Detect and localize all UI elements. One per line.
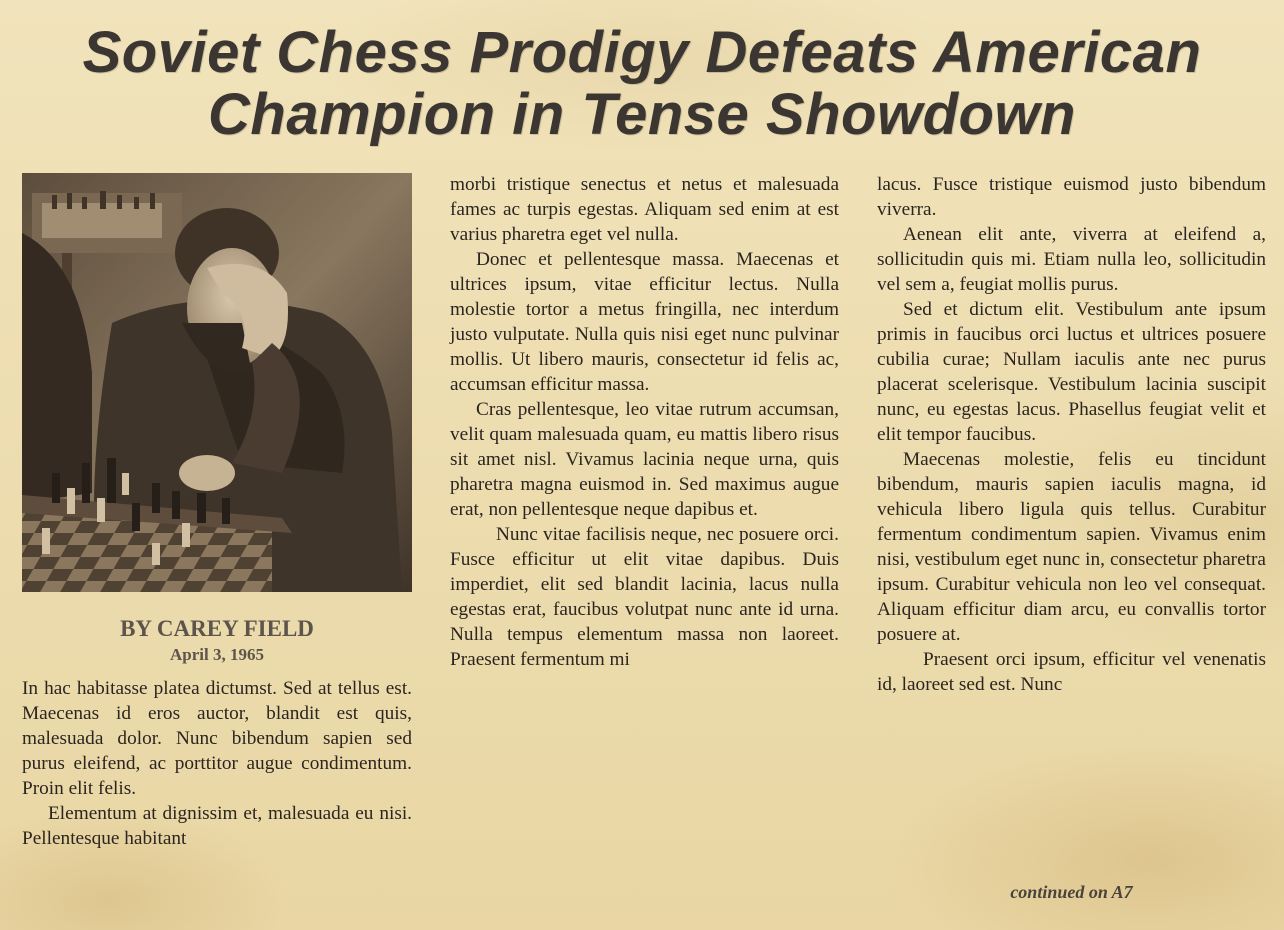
paragraph: In hac habitasse platea dictumst. Sed at tellus est. Maecenas id eros auctor, blandit est quis, malesuada dolor. Nunc bibendum sapien sed purus eleifend, ac porttitor augue condimentum. Proin elit felis. [22, 678, 412, 799]
article-column-3 [877, 172, 1266, 697]
headline-line-1: Soviet Chess Prodigy Defeats American [82, 20, 1202, 85]
paragraph: Maecenas molestie, felis eu tincidunt bibendum, mauris sapien iaculis magna, id vehicula libero ligula quis tellus. Curabitur fermentum condimentum sapien. Vivamus enim nisi, vestibulum eget nunc in, consectetur pharetra ipsum. Curabitur vehicula non leo vel consequat. Aliquam efficitur diam arcu, eu convallis tortor posuere at. [877, 449, 1266, 645]
paragraph: Cras pellentesque, leo vitae rutrum accumsan, velit quam malesuada quam, eu mattis libero risus sit amet nisl. Vivamus lacinia neque urna, quis pharetra magna euismod in. Sed maximus augue erat, non pellentesque neque dapibus et. [450, 399, 839, 520]
article-column-1 [22, 676, 412, 851]
paragraph: Praesent orci ipsum, efficitur vel venenatis id, laoreet sed est. Nunc [877, 649, 1266, 695]
paragraph: Donec et pellentesque massa. Maecenas et ultrices ipsum, vitae efficitur lectus. Nulla molestie tortor a metus fringilla, nec interdum justo vulputate. Nulla quis nisi eget nunc pulvinar mollis. Ut libero mauris, consectetur id felis ac, accumsan efficitur massa. [450, 249, 839, 395]
byline-author: BY CAREY FIELD [120, 616, 314, 641]
paragraph: Sed et dictum elit. Vestibulum ante ipsum primis in faucibus orci luctus et ultrices posuere cubilia curae; Nullam iaculis ante nec purus placerat scelerisque. Vestibulum lacinia suscipit nunc, eu egestas lacus. Phasellus feugiat velit et elit tempor faucibus. [877, 299, 1266, 445]
chess-player-photo [22, 173, 412, 592]
paragraph: Elementum at dignissim et, malesuada eu nisi. Pellentesque habitant [22, 803, 412, 849]
article-column-2 [450, 172, 839, 672]
headline-line-2: Champion in Tense Showdown [208, 82, 1076, 147]
headline [0, 22, 1284, 146]
continued-notice: continued on A7 [1010, 882, 1133, 902]
paragraph: Nunc vitae facilisis neque, nec posuere orci. Fusce efficitur ut elit vitae dapibus. Duis imperdiet, elit sed blandit lacinia, lacus nulla egestas erat, faucibus volutpat nunc ante id urna. Nulla tempus elementum massa non laoreet. Praesent fermentum mi [450, 524, 839, 670]
paragraph: morbi tristique senectus et netus et malesuada fames ac turpis egestas. Aliquam sed enim at est varius pharetra eget vel nulla. [450, 174, 839, 245]
paragraph: lacus. Fusce tristique euismod justo bibendum viverra. [877, 174, 1266, 220]
byline-date: April 3, 1965 [170, 645, 264, 664]
paragraph: Aenean elit ante, viverra at eleifend a, sollicitudin quis mi. Etiam nulla leo, sollicitudin vel sem a, feugiat mollis purus. [877, 224, 1266, 295]
